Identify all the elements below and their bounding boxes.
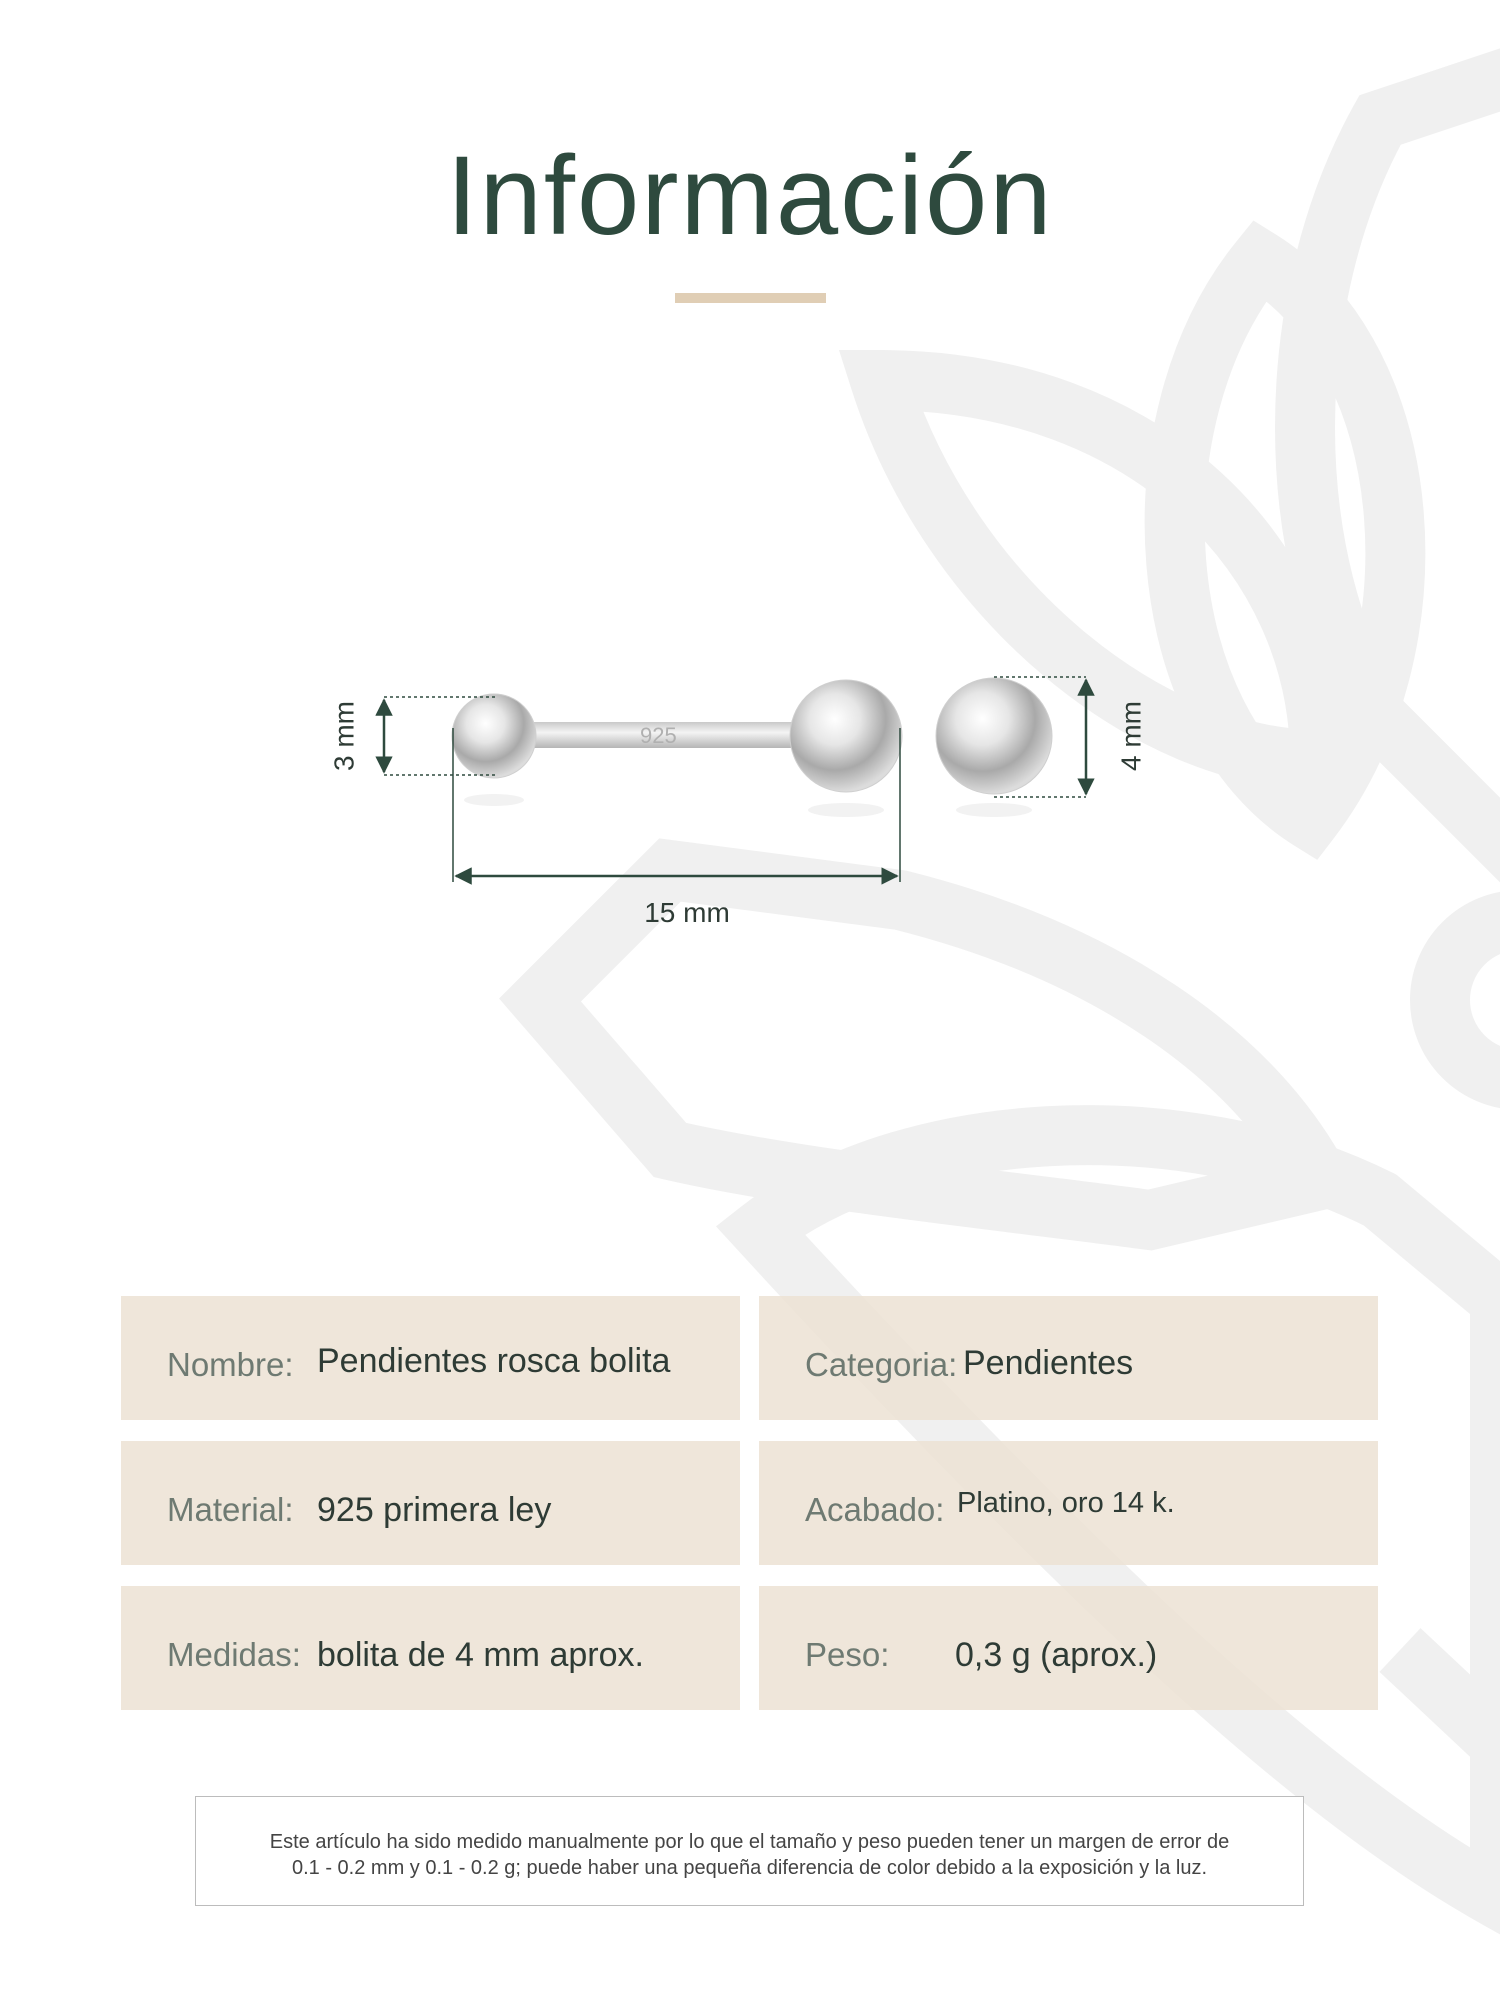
middle-ball [790,680,902,792]
info-label: Categoria: [805,1346,958,1383]
dim-label-length: 15 mm [644,897,730,928]
info-value: Pendientes [963,1344,1134,1382]
metal-stamp: 925 [640,723,677,748]
info-value: Platino, oro 14 k. [957,1487,1175,1519]
disclaimer-line-1: Este artículo ha sido medido manualmente por lo que el tamaño y peso pueden tener un margen de error de [269,1831,1230,1853]
disclaimer-note [195,1796,1304,1906]
info-label: Acabado: [805,1491,945,1528]
info-value: Pendientes rosca bolita [317,1342,671,1380]
info-value: 0,3 g (aprox.) [955,1636,1158,1674]
info-cell-nombre [121,1296,740,1420]
info-label: Medidas: [167,1636,301,1673]
info-cell-categoria [759,1296,1378,1420]
info-cell-acabado [759,1441,1378,1565]
info-value: bolita de 4 mm aprox. [317,1636,644,1674]
dim-label-left: 3 mm [328,701,360,771]
info-label: Nombre: [167,1346,294,1383]
right-ball [936,678,1052,794]
info-cell-material [121,1441,740,1565]
page-title: Información [446,133,1054,258]
left-ball [452,694,536,778]
info-label: Material: [167,1491,294,1528]
disclaimer-line-2: 0.1 - 0.2 mm y 0.1 - 0.2 g; puede haber una pequeña diferencia de color debido a la exposición y la luz. [291,1857,1208,1879]
info-label: Peso: [805,1636,890,1673]
info-cell-peso [759,1586,1378,1710]
info-value: 925 primera ley [317,1491,552,1529]
product-diagram [300,650,1200,950]
dim-label-right: 4 mm [1115,701,1147,771]
title-underline [675,293,826,303]
info-cell-medidas [121,1586,740,1710]
